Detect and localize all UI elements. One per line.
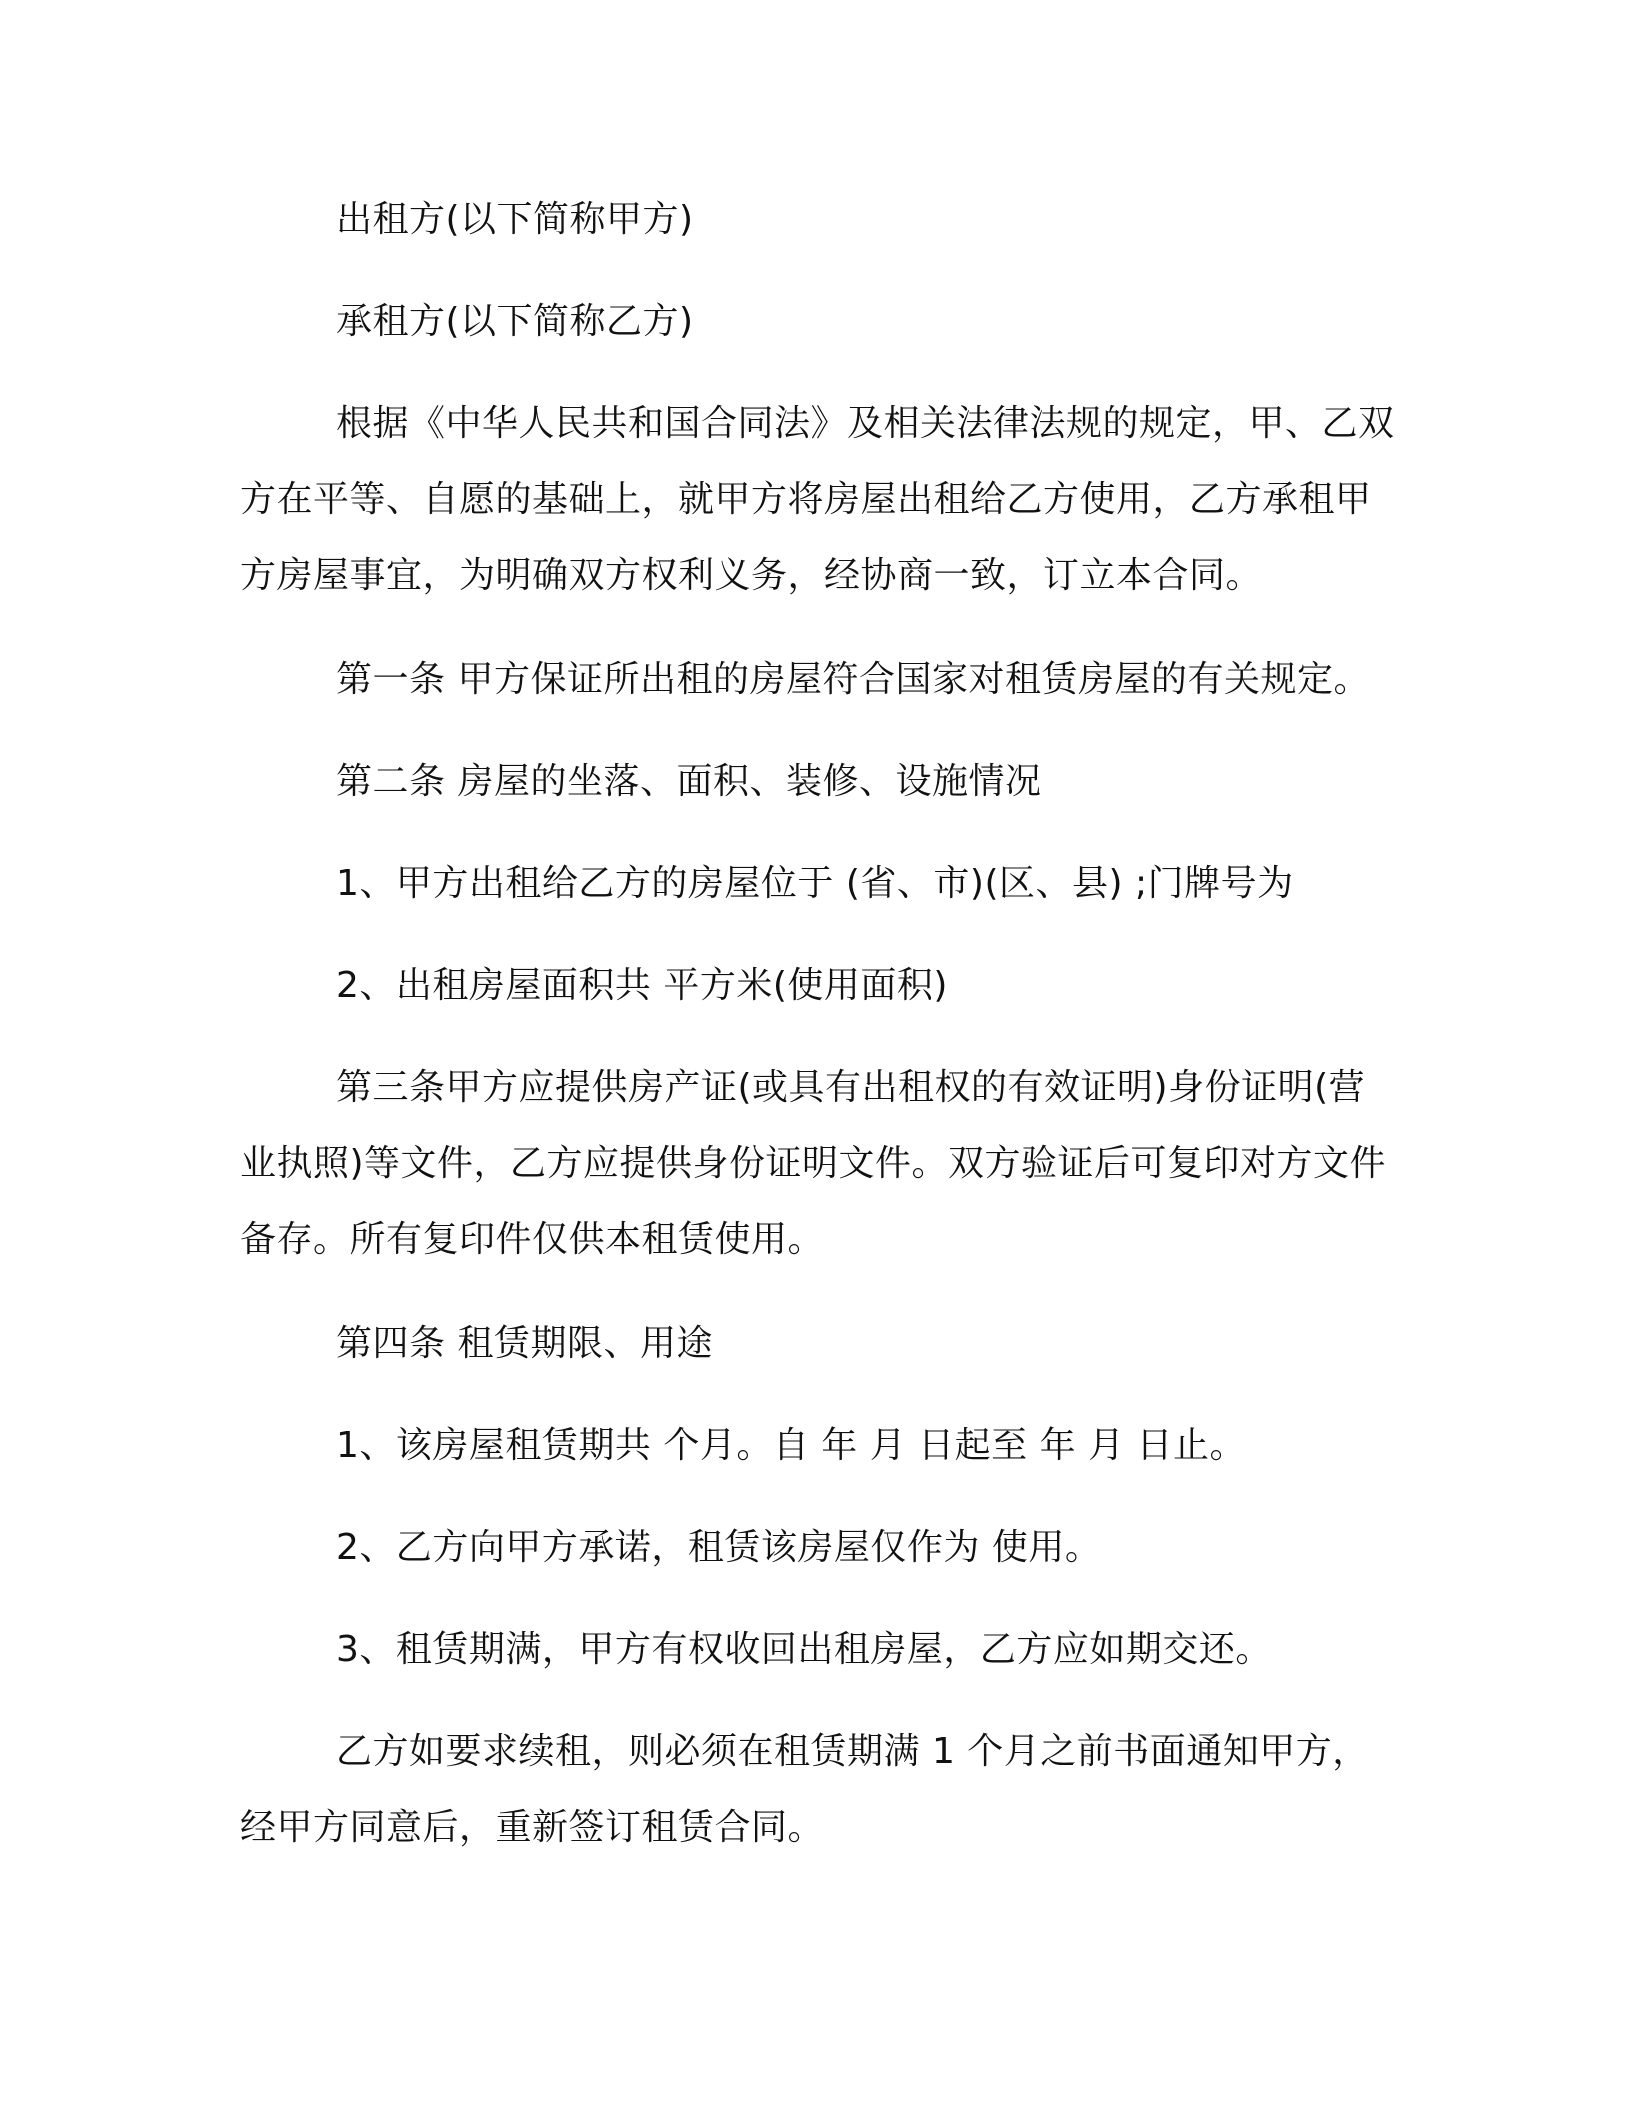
preamble-paragraph: 根据《中华人民共和国合同法》及相关法律法规的规定，甲、乙双方在平等、自愿的基础上，就甲方将房屋出租给乙方使用，乙方承租甲方房屋事宜，为明确双方权利义务，经协商一致，订立本合同。: [240, 403, 1395, 596]
article-4-item-2: 2、乙方向甲方承诺，租赁该房屋仅作为 使用。: [336, 1527, 1102, 1568]
party-b-line: 承租方(以下简称乙方): [336, 301, 694, 342]
article-2-item-2: 2、出租房屋面积共 平方米(使用面积): [336, 965, 948, 1006]
article-4-item-3: 3、租赁期满，甲方有权收回出租房屋，乙方应如期交还。: [336, 1629, 1272, 1670]
article-4-heading: 第四条 租赁期限、用途: [336, 1323, 713, 1364]
article-2-item-1: 1、甲方出租给乙方的房屋位于 (省、市)(区、县) ;门牌号为: [336, 863, 1294, 904]
party-a-line: 出租方(以下简称甲方): [336, 199, 694, 240]
article-2-heading: 第二条 房屋的坐落、面积、装修、设施情况: [336, 761, 1042, 802]
article-4-item-1: 1、该房屋租赁期共 个月。自 年 月 日起至 年 月 日止。: [336, 1425, 1247, 1466]
renewal-paragraph: 乙方如要求续租，则必须在租赁期满 1 个月之前书面通知甲方，经甲方同意后，重新签订租赁合同。: [240, 1731, 1369, 1848]
article-1: 第一条 甲方保证所出租的房屋符合国家对租赁房屋的有关规定。: [336, 659, 1370, 700]
article-3: 第三条甲方应提供房产证(或具有出租权的有效证明)身份证明(营业执照)等文件，乙方应提供身份证明文件。双方验证后可复印对方文件备存。所有复印件仅供本租赁使用。: [240, 1067, 1387, 1260]
